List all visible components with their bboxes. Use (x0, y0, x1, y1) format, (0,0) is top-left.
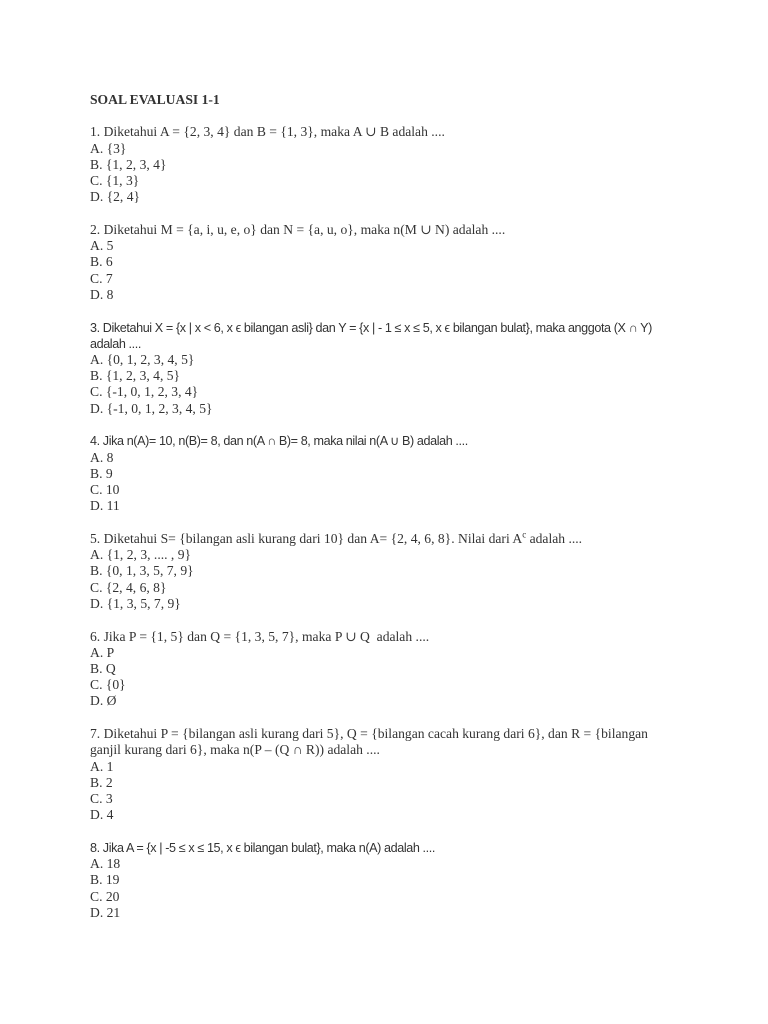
question-2-option-a: A. 5 (90, 238, 114, 254)
question-4-option-c: C. 10 (90, 482, 120, 498)
question-1-option-c: C. {1, 3} (90, 172, 140, 188)
question-6-option-d: D. Ø (90, 693, 117, 709)
question-3-text: 3. Diketahui X = {x | x < 6, x ϵ bilangan asli} dan Y = {x | - 1 ≤ x ≤ 5, x ϵ bilangan bulat}, maka anggota (X ∩ Y) adalah .... (90, 320, 656, 351)
question-5-option-c: C. {2, 4, 6, 8} (90, 579, 167, 595)
question-6-option-b: B. Q (90, 661, 116, 677)
question-8-text: 8. Jika A = {x | -5 ≤ x ≤ 15, x ϵ bilangan bulat}, maka n(A) adalah .... (90, 841, 435, 856)
question-5-text (90, 531, 690, 547)
question-2-text: 2. Diketahui M = {a, i, u, e, o} dan N = {a, u, o}, maka n(M ∪ N) adalah .... (90, 221, 506, 237)
question-3-option-b: B. {1, 2, 3, 4, 5} (90, 368, 181, 384)
question-6-text: 6. Jika P = {1, 5} dan Q = {1, 3, 5, 7}, maka P ∪ Q adalah .... (90, 628, 430, 644)
question-8-option-c: C. 20 (90, 888, 120, 904)
question-8-option-a: A. 18 (90, 856, 121, 872)
question-3-option-d: D. {-1, 0, 1, 2, 3, 4, 5} (90, 400, 213, 416)
question-7-text: 7. Diketahui P = {bilangan asli kurang dari 5}, Q = {bilangan cacah kurang dari 6}, dan R = {bilangan ganjil kurang dari 6}, maka n(P – (Q ∩ R)) adalah .... (90, 726, 652, 758)
question-5-option-a: A. {1, 2, 3, .... , 9} (90, 547, 192, 563)
question-7-option-c: C. 3 (90, 791, 113, 807)
question-4-text: 4. Jika n(A)= 10, n(B)= 8, dan n(A ∩ B)= 8, maka nilai n(A ∪ B) adalah .... (90, 434, 468, 449)
question-3-option-c: C. {-1, 0, 1, 2, 3, 4} (90, 384, 199, 400)
question-7-option-a: A. 1 (90, 758, 114, 774)
question-5-text-end: adalah .... (526, 531, 583, 547)
question-7-option-d: D. 4 (90, 807, 114, 823)
question-8-option-d: D. 21 (90, 904, 121, 920)
question-5-option-b: B. {0, 1, 3, 5, 7, 9} (90, 563, 194, 579)
question-3 (90, 320, 690, 417)
question-1-option-a: A. {3} (90, 140, 127, 156)
question-7-option-b: B. 2 (90, 774, 113, 790)
question-4-option-a: A. 8 (90, 449, 114, 465)
question-8-option-b: B. 19 (90, 872, 120, 888)
question-5 (90, 531, 690, 612)
question-4 (90, 433, 690, 514)
question-2-option-b: B. 6 (90, 254, 113, 270)
question-5-text-main: 5. Diketahui S= {bilangan asli kurang dari 10} dan A= {2, 4, 6, 8}. Nilai dari A (90, 531, 523, 547)
question-6-option-a: A. P (90, 644, 115, 660)
question-7 (90, 726, 690, 823)
question-4-option-d: D. 11 (90, 498, 120, 514)
question-1-text: 1. Diketahui A = {2, 3, 4} dan B = {1, 3}, maka A ∪ B adalah .... (90, 124, 445, 140)
question-2-option-c: C. 7 (90, 270, 113, 286)
question-8 (90, 840, 690, 921)
question-2 (90, 222, 690, 303)
question-6 (90, 629, 690, 710)
document-page (90, 92, 690, 921)
document-title: SOAL EVALUASI 1-1 (90, 92, 220, 107)
question-1-option-b: B. {1, 2, 3, 4} (90, 156, 167, 172)
question-1 (90, 124, 690, 205)
question-6-option-c: C. {0} (90, 677, 126, 693)
question-4-option-b: B. 9 (90, 465, 113, 481)
question-3-option-a: A. {0, 1, 2, 3, 4, 5} (90, 352, 195, 367)
question-2-option-d: D. 8 (90, 286, 114, 302)
complement-superscript: c (522, 529, 527, 540)
question-1-option-d: D. {2, 4} (90, 189, 141, 205)
question-5-option-d: D. {1, 3, 5, 7, 9} (90, 595, 181, 611)
